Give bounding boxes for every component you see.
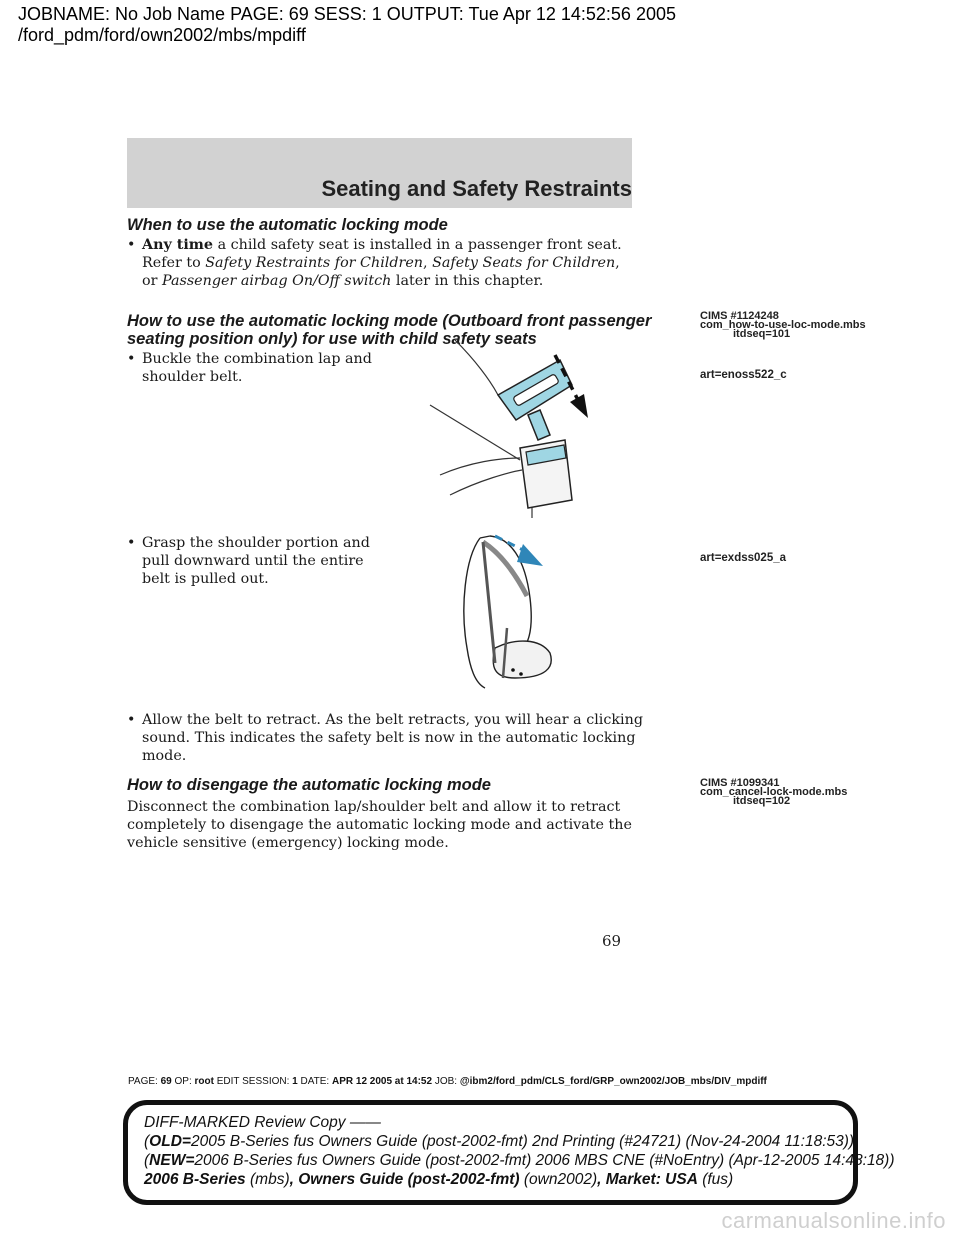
review-copy-box bbox=[123, 1100, 895, 1205]
ref-sep2: , bbox=[615, 255, 620, 271]
seat-curve bbox=[440, 458, 520, 475]
seat-curve-2 bbox=[450, 470, 522, 495]
review-line1: DIFF-MARKED Review Copy —— bbox=[144, 1114, 381, 1131]
footer-page-val: 69 bbox=[160, 1076, 172, 1087]
footer-job-val: @ibm2/ford_pdm/CLS_ford/GRP_own2002/JOB_mbs/DIV_mpdiff bbox=[459, 1076, 767, 1087]
seat-line bbox=[430, 405, 520, 460]
job-header-line2: /ford_pdm/ford/own2002/mbs/mpdiff bbox=[18, 25, 306, 45]
bullet-retract bbox=[127, 711, 643, 765]
bullet-icon bbox=[127, 534, 142, 588]
page-number: 69 bbox=[602, 932, 622, 950]
review-market: USA bbox=[665, 1171, 698, 1188]
section-heading-disengage: How to disengage the automatic locking mode bbox=[127, 776, 491, 794]
seat-dot bbox=[511, 668, 515, 672]
disengage-paragraph bbox=[127, 798, 632, 852]
section1-bullet bbox=[127, 236, 627, 290]
review-line2 bbox=[144, 1132, 855, 1151]
bullet2-line1: Grasp the shoulder portion and bbox=[142, 535, 370, 551]
review-new-text: 2006 B-Series fus Owners Guide (post-2002-fmt) 2006 MBS CNE (#NoEntry) (Apr-12-2005 14:48:18)) bbox=[194, 1152, 895, 1169]
review-market-code: (fus) bbox=[697, 1171, 734, 1188]
heading-line2: seating position only) for use with child safety seats bbox=[127, 330, 537, 348]
job-header bbox=[18, 4, 676, 46]
bullet-icon bbox=[127, 711, 142, 765]
footer-op-val: root bbox=[194, 1076, 214, 1087]
bullet2-line2: pull downward until the entire bbox=[142, 553, 364, 569]
ref-safety-restraints-children: Safety Restraints for Children bbox=[205, 255, 423, 271]
seat-back bbox=[464, 538, 485, 688]
review-model-code: (mbs) bbox=[245, 1171, 290, 1188]
review-line4 bbox=[144, 1170, 837, 1189]
footer-edit-val: 1 bbox=[292, 1076, 298, 1087]
review-old-text: 2005 B-Series fus Owners Guide (post-2002-fmt) 2nd Printing (#24721) (Nov-24-2004 11:18:53)) bbox=[190, 1133, 855, 1150]
footer-info bbox=[128, 1076, 767, 1087]
cims-note-1 bbox=[700, 312, 866, 339]
footer-edit-label: EDIT SESSION: bbox=[213, 1076, 293, 1087]
bullet-grasp bbox=[127, 534, 370, 588]
seat-belt-illustration bbox=[455, 528, 565, 698]
art-label-2: art=exdss025_a bbox=[700, 552, 787, 564]
seat-dot bbox=[519, 672, 523, 676]
bullet3-line3: mode. bbox=[142, 748, 187, 764]
buckle-receiver bbox=[520, 440, 572, 508]
cims2-id: CIMS #1099341 bbox=[700, 777, 780, 789]
ref-passenger-airbag: Passenger airbag On/Off switch bbox=[162, 273, 392, 289]
heading-line1: How to use the automatic locking mode (Outboard front passenger bbox=[127, 312, 652, 330]
para-line1: Disconnect the combination lap/shoulder belt and allow it to retract bbox=[127, 799, 621, 815]
cims2-seq: itdseq=102 bbox=[733, 795, 791, 807]
latch-plate bbox=[498, 360, 572, 440]
art-label-1: art=enoss522_c bbox=[700, 369, 787, 381]
bullet2-line3: belt is pulled out. bbox=[142, 571, 269, 587]
footer-op-label: OP: bbox=[171, 1076, 195, 1087]
refer-suffix: later in this chapter. bbox=[391, 273, 544, 289]
cims-note-2 bbox=[700, 779, 847, 806]
review-model: 2006 B-Series bbox=[144, 1171, 246, 1188]
bullet-icon bbox=[127, 236, 142, 290]
para-line2: completely to disengage the automatic locking mode and activate the bbox=[127, 817, 632, 833]
watermark: carmanualsonline.info bbox=[721, 1208, 946, 1233]
bullet1-line2: shoulder belt. bbox=[142, 369, 243, 385]
review-line2-open: ( bbox=[144, 1133, 150, 1150]
footer-job-label: JOB: bbox=[432, 1076, 460, 1087]
ref-sep: , bbox=[423, 255, 433, 271]
ref-safety-seats-children: Safety Seats for Children bbox=[432, 255, 616, 271]
review-new-key: NEW= bbox=[149, 1152, 195, 1169]
bullet-buckle bbox=[127, 350, 372, 386]
seat-cushion bbox=[493, 641, 551, 678]
chapter-title: Seating and Safety Restraints bbox=[321, 176, 632, 201]
review-line3-open: ( bbox=[144, 1152, 150, 1169]
bullet-text: a child safety seat is installed in a passenger front seat. bbox=[213, 237, 622, 253]
footer-date-label: DATE: bbox=[297, 1076, 332, 1087]
refer-prefix: Refer to bbox=[142, 255, 206, 271]
footer-page-label: PAGE: bbox=[128, 1076, 161, 1087]
bullet3-line2: sound. This indicates the safety belt is now in the automatic locking bbox=[142, 730, 636, 746]
cims1-id: CIMS #1124248 bbox=[700, 310, 779, 322]
headrest-top bbox=[480, 536, 490, 538]
job-header-line1: JOBNAME: No Job Name PAGE: 69 SESS: 1 OUTPUT: Tue Apr 12 14:52:56 2005 bbox=[18, 4, 676, 24]
review-line3 bbox=[144, 1151, 895, 1170]
section-heading-when: When to use the automatic locking mode bbox=[127, 216, 448, 234]
review-guide-code: (own2002) bbox=[519, 1171, 598, 1188]
bullet3-line1: Allow the belt to retract. As the belt retracts, you will hear a clicking bbox=[142, 712, 643, 728]
cims1-seq: itdseq=101 bbox=[733, 328, 791, 340]
belt-edge bbox=[455, 340, 498, 395]
review-old-key: OLD= bbox=[149, 1133, 191, 1150]
cims2-file: com_cancel-lock-mode.mbs bbox=[700, 786, 848, 798]
any-time-label: Any time bbox=[142, 237, 214, 253]
footer-date-val: APR 12 2005 at 14:52 bbox=[331, 1076, 433, 1087]
or-prefix: or bbox=[142, 273, 162, 289]
bullet1-line1: Buckle the combination lap and bbox=[142, 351, 372, 367]
para-line3: vehicle sensitive (emergency) locking mode. bbox=[127, 835, 449, 851]
belt-vertical bbox=[483, 542, 495, 663]
buckle-illustration bbox=[420, 340, 600, 520]
review-market-label: , Market: bbox=[597, 1171, 666, 1188]
cims1-file: com_how-to-use-loc-mode.mbs bbox=[700, 319, 866, 331]
bullet-icon bbox=[127, 350, 142, 386]
review-guide: , Owners Guide (post-2002-fmt) bbox=[289, 1171, 520, 1188]
